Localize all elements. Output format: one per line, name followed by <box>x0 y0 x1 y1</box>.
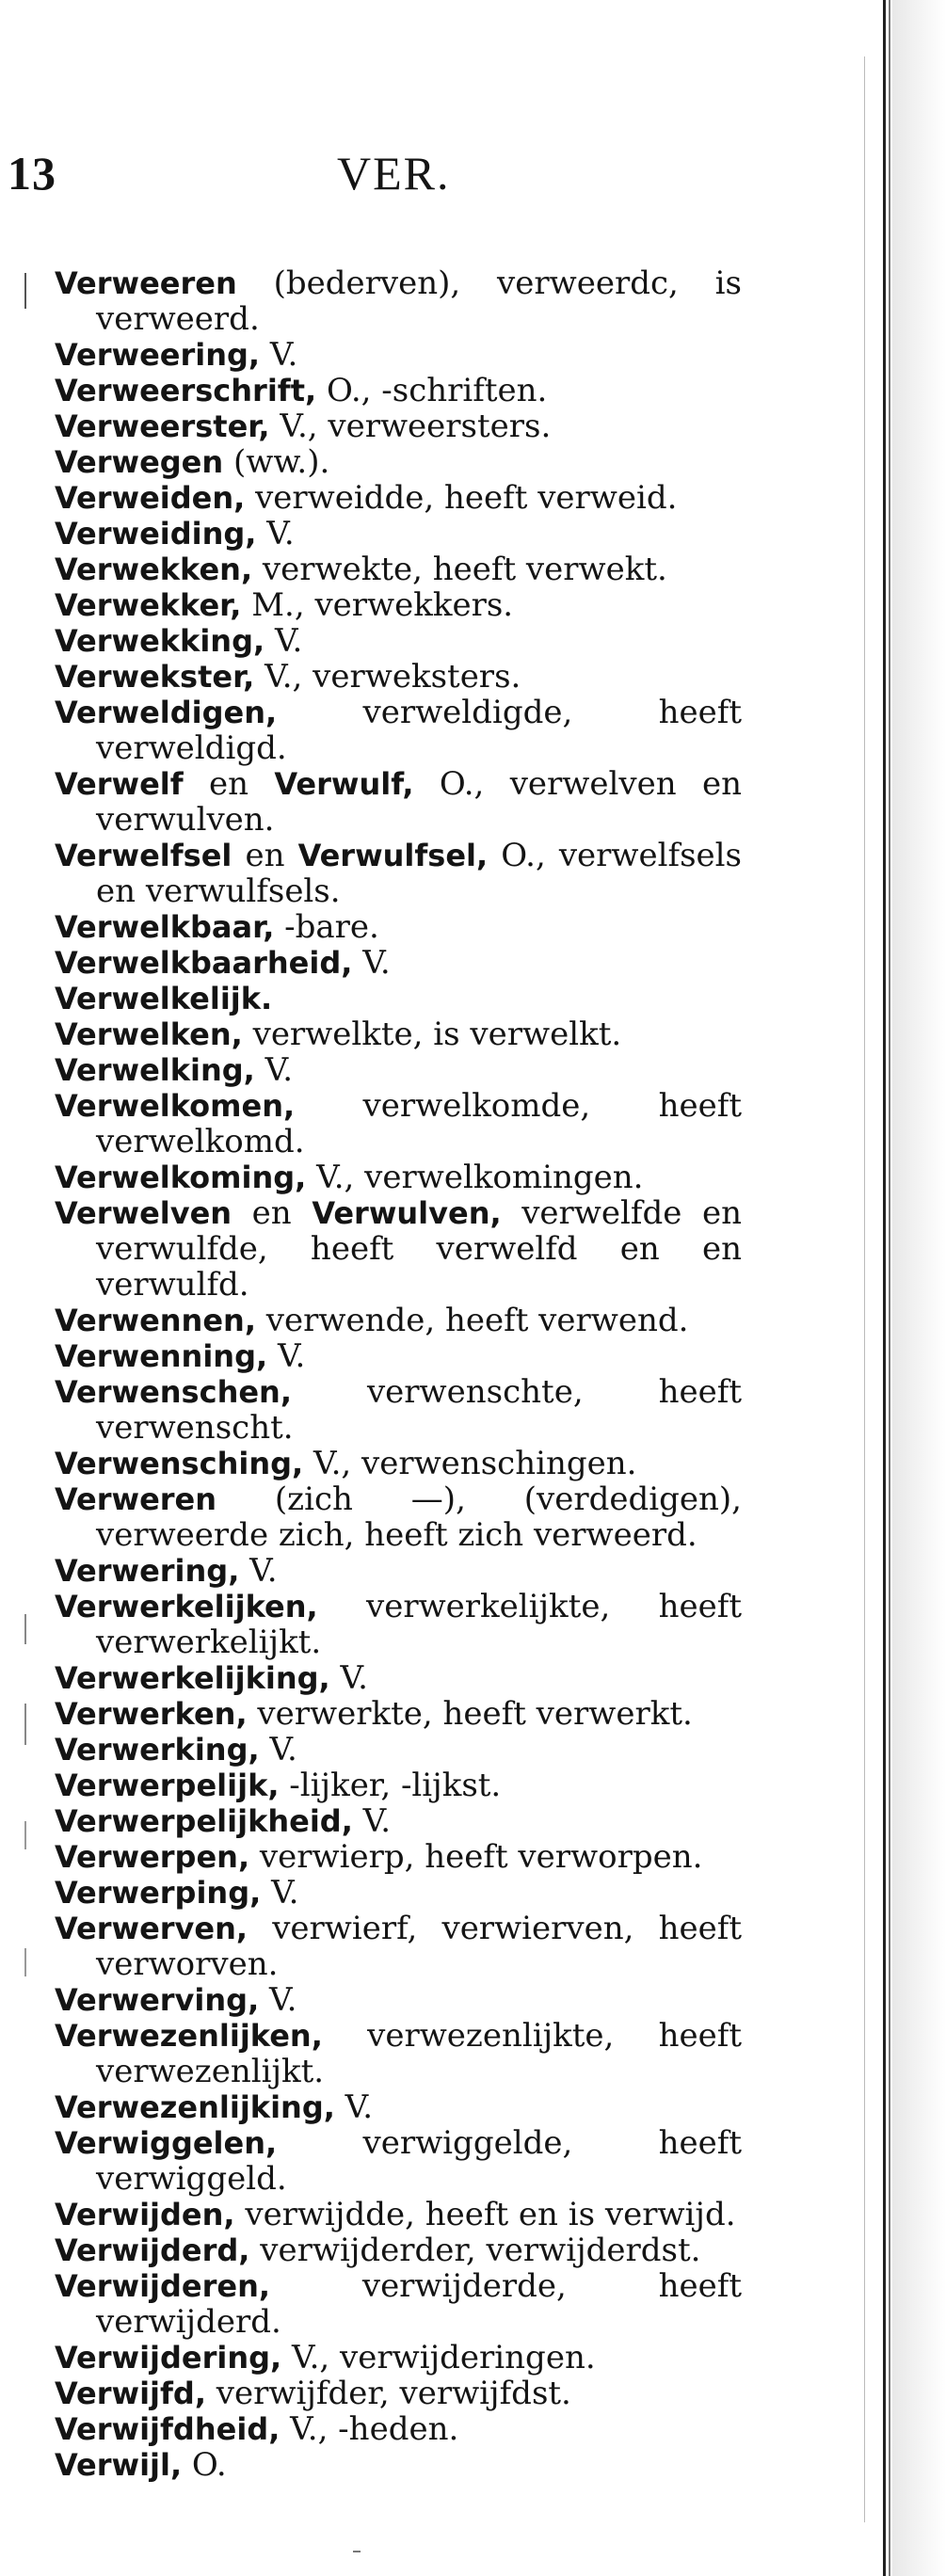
entry-headword: Verwekking, <box>55 623 265 659</box>
entry-headword: Verwerkelijking, <box>55 1660 330 1696</box>
running-head: VER. <box>337 147 451 200</box>
entry-headword: Verwegen <box>55 444 224 480</box>
entry-headword: Verwerven, <box>55 1911 249 1946</box>
entry-headword: Verwekken, <box>55 552 253 587</box>
entry-definition: V. <box>259 1731 297 1768</box>
dictionary-entry <box>55 1768 742 1803</box>
entry-headword: Verwenschen, <box>55 1374 292 1410</box>
entry-definition: verwekte, heeft verwekt. <box>252 551 667 588</box>
entry-definition: V. <box>259 1981 297 2019</box>
entry-headword: Verwezenlijken, <box>55 2018 323 2054</box>
margin-rule <box>24 1821 26 1849</box>
entry-headword: Verwennen, <box>55 1303 256 1338</box>
dictionary-entry <box>55 2089 742 2125</box>
dictionary-entry <box>55 838 742 909</box>
dictionary-entry <box>55 444 742 480</box>
footer-mark <box>353 2551 361 2552</box>
entry-definition: en <box>183 765 275 803</box>
entry-definition: V. <box>265 622 303 660</box>
entry-definition: verwende, heeft verwend. <box>255 1302 689 1339</box>
entry-headword: Verwijl, <box>55 2447 183 2483</box>
dictionary-entry <box>55 623 742 659</box>
entry-definition: verwelkte, is verwelkt. <box>242 1016 622 1053</box>
entry-definition: verweidde, heeft verweid. <box>245 479 678 517</box>
entry-definition: V. <box>261 1874 299 1912</box>
dictionary-entry <box>55 408 742 444</box>
entry-definition: O., verwelfsels en verwulfsels. <box>96 837 742 910</box>
entry-definition: verwelfde en verwulfde, heeft verwelfd en en verwulfd. <box>96 1194 742 1304</box>
dictionary-entry <box>55 1446 742 1481</box>
dictionary-entry <box>55 1732 742 1768</box>
dictionary-entry <box>55 2125 742 2197</box>
entry-definition: O. <box>182 2446 227 2484</box>
page-edge <box>883 0 886 2576</box>
entry-definition: -bare. <box>274 908 379 946</box>
entry-headword: Verwelkoming, <box>55 1160 307 1195</box>
entry-definition: V., verweersters. <box>269 408 552 445</box>
entry-definition: verwerkte, heeft verwerkt. <box>247 1695 693 1733</box>
dictionary-entry <box>55 1338 742 1374</box>
dictionary-entry <box>55 2447 742 2483</box>
entry-headword-variant: Verwulf, <box>274 766 414 802</box>
dictionary-entry <box>55 2376 742 2411</box>
entry-headword: Verwelf <box>55 766 184 802</box>
entry-headword: Verwelkomen, <box>55 1088 296 1124</box>
entry-definition: (ww.). <box>223 443 330 481</box>
entry-headword: Verwelkelijk. <box>55 981 273 1016</box>
dictionary-entry <box>55 1303 742 1338</box>
entry-definition: verwiggelde, heeft verwiggeld. <box>96 2124 742 2198</box>
entry-headword: Verweldigen, <box>55 695 278 730</box>
entry-definition: M., verwekkers. <box>241 586 514 624</box>
margin-rule <box>24 1614 26 1644</box>
entry-definition: V., verwenschingen. <box>303 1445 637 1482</box>
dictionary-entry <box>55 1052 742 1088</box>
entry-headword: Verwenning, <box>55 1338 268 1374</box>
entry-headword: Verwering, <box>55 1553 240 1589</box>
entry-headword: Verwijden, <box>55 2197 235 2232</box>
entry-definition: -lijker, -lijkst. <box>279 1767 502 1804</box>
entry-definition: verwijdde, heeft en is verwijd. <box>234 2196 736 2233</box>
entry-definition: verwierf, verwierven, heeft verworven. <box>96 1910 742 1983</box>
dictionary-column <box>55 265 742 2483</box>
dictionary-entry <box>55 1839 742 1875</box>
entry-headword: Verwijfdheid, <box>55 2411 281 2447</box>
entry-definition: (bederven), verweerdc, is verweerd. <box>96 264 742 338</box>
entry-definition: en <box>232 837 298 874</box>
entry-definition: V., verwijderingen. <box>281 2339 596 2376</box>
dictionary-entry <box>55 766 742 838</box>
entry-headword: Verweeren <box>55 265 237 301</box>
entry-definition: verweldigde, heeft verweldigd. <box>96 694 742 767</box>
dictionary-entry <box>55 1374 742 1446</box>
dictionary-entry <box>55 1195 742 1303</box>
entry-headword: Verwensching, <box>55 1446 304 1481</box>
entry-definition: O., verwelven en verwulven. <box>96 765 742 839</box>
dictionary-entry <box>55 1696 742 1732</box>
entry-headword: Verwelkbaarheid, <box>55 945 353 981</box>
gutter-line <box>864 56 865 2522</box>
entry-definition: verwenschte, heeft verwenscht. <box>96 1373 742 1447</box>
entry-definition: verwelkomde, heeft verwelkomd. <box>96 1087 742 1160</box>
entry-headword: Verwerping, <box>55 1875 262 1911</box>
entry-headword: Verweren <box>55 1481 217 1517</box>
dictionary-entry <box>55 2197 742 2232</box>
entry-headword: Verwerken, <box>55 1696 248 1732</box>
entry-headword: Verwijderd, <box>55 2232 250 2268</box>
entry-headword: Verwelken, <box>55 1016 243 1052</box>
entry-headword: Verwerking, <box>55 1732 260 1768</box>
dictionary-entry <box>55 1088 742 1160</box>
entry-headword: Verwijdering, <box>55 2340 282 2376</box>
entry-headword: Verwiggelen, <box>55 2125 278 2161</box>
dictionary-entry <box>55 1875 742 1911</box>
entry-definition: O., -schriften. <box>316 372 548 409</box>
dictionary-entry <box>55 1589 742 1660</box>
dictionary-entry <box>55 1481 742 1553</box>
dictionary-entry <box>55 480 742 516</box>
dictionary-entry <box>55 659 742 695</box>
entry-definition: V. <box>352 1802 392 1840</box>
dictionary-entry <box>55 2018 742 2089</box>
entry-definition: V. <box>260 336 298 374</box>
dictionary-entry <box>55 587 742 623</box>
entry-definition: V., verwelkomingen. <box>306 1159 644 1196</box>
entry-definition: verwierp, heeft verworpen. <box>249 1838 703 1876</box>
entry-headword: Verwerpen, <box>55 1839 250 1875</box>
dictionary-entry <box>55 1016 742 1052</box>
dictionary-entry <box>55 1660 742 1696</box>
entry-definition: V. <box>254 1051 294 1089</box>
entry-definition: en <box>232 1194 313 1232</box>
dictionary-entry <box>55 1553 742 1589</box>
entry-definition: V. <box>256 515 295 552</box>
entry-headword: Verweering, <box>55 337 261 373</box>
entry-definition: V., -heden. <box>280 2410 459 2448</box>
dictionary-entry <box>55 2340 742 2376</box>
margin-rule <box>24 1704 26 1745</box>
entry-headword-variant: Verwulven, <box>312 1195 502 1231</box>
dictionary-entry <box>55 1911 742 1982</box>
entry-headword: Verwelkbaar, <box>55 909 275 945</box>
entry-headword: Verwerpelijk, <box>55 1768 280 1803</box>
dictionary-entry <box>55 2232 742 2268</box>
entry-definition: verwijderde, heeft verwijderd. <box>96 2267 742 2341</box>
entry-definition: V., verweksters. <box>254 658 521 696</box>
dictionary-entry <box>55 1803 742 1839</box>
entry-definition: verwerkelijkte, heeft verwerkelijkt. <box>96 1588 742 1661</box>
entry-definition: V. <box>352 944 391 982</box>
dictionary-entry <box>55 909 742 945</box>
entry-definition: verwijfder, verwijfdst. <box>205 2375 571 2412</box>
page-edge-inner <box>889 0 890 2576</box>
entry-headword: Verwijfd, <box>55 2376 206 2411</box>
entry-definition: verwijderder, verwijderdst. <box>249 2232 701 2269</box>
dictionary-entry <box>55 265 742 337</box>
entry-headword: Verwijderen, <box>55 2268 271 2304</box>
entry-definition: (zich —), (verdedigen), verweerde zich, heeft zich verweerd. <box>96 1480 742 1554</box>
dictionary-entry <box>55 945 742 981</box>
entry-definition: V. <box>329 1659 368 1697</box>
entry-headword: Verwekster, <box>55 659 255 695</box>
entry-headword: Verweerschrift, <box>55 373 317 408</box>
entry-headword: Verwelfsel <box>55 838 232 873</box>
entry-headword: Verwerving, <box>55 1982 260 2018</box>
dictionary-entry <box>55 2268 742 2340</box>
entry-headword: Verwezenlijking, <box>55 2089 335 2125</box>
entry-headword: Verweiding, <box>55 516 257 552</box>
entry-headword: Verwerkelijken, <box>55 1589 318 1624</box>
page-number: 13 <box>8 147 56 200</box>
entry-headword: Verwerpelijkheid, <box>55 1803 353 1839</box>
entry-definition: V. <box>334 2088 374 2126</box>
entry-headword: Verweerster, <box>55 408 270 444</box>
entry-headword-variant: Verwulfsel, <box>297 838 489 873</box>
dictionary-entry <box>55 337 742 373</box>
dictionary-entry <box>55 1160 742 1195</box>
entry-definition: V. <box>239 1552 278 1590</box>
dictionary-entry <box>55 981 742 1016</box>
dictionary-entry <box>55 695 742 766</box>
entry-headword: Verwelking, <box>55 1052 255 1088</box>
entry-headword: Verweiden, <box>55 480 246 516</box>
binding-shadow <box>892 0 946 2576</box>
entry-definition: V. <box>267 1337 306 1375</box>
dictionary-entry <box>55 2411 742 2447</box>
entry-definition: verwezenlijkte, heeft verwezenlijkt. <box>96 2017 742 2090</box>
dictionary-entry <box>55 552 742 587</box>
margin-rule <box>24 273 26 309</box>
dictionary-entry <box>55 516 742 552</box>
dictionary-entry <box>55 373 742 408</box>
entry-headword: Verwelven <box>55 1195 232 1231</box>
margin-rule <box>24 1948 26 1976</box>
dictionary-entry <box>55 1982 742 2018</box>
entry-headword: Verwekker, <box>55 587 242 623</box>
